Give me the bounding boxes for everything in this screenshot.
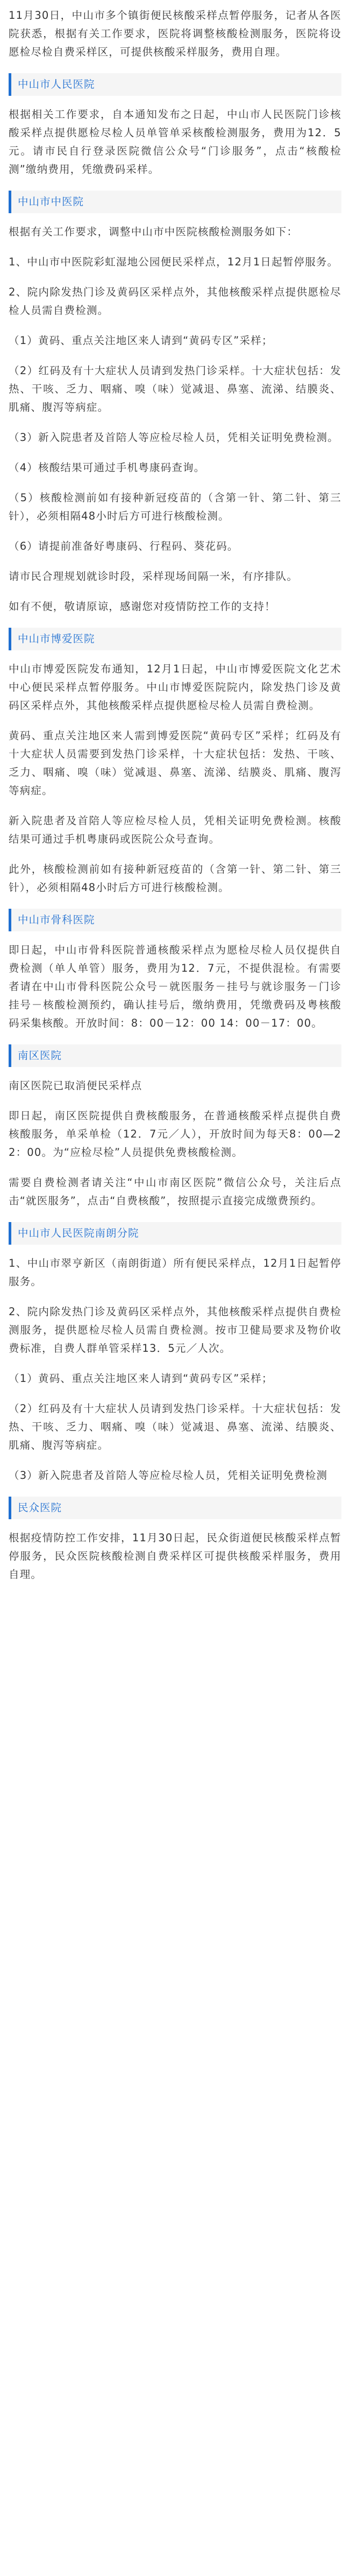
section-paragraph: （2）红码及有十大症状人员请到发热门诊采样。十大症状包括：发热、干咳、乏力、咽痛、嗅（味）觉减退、鼻塞、流涕、结膜炎、肌痛、腹泻等病症。	[9, 364, 341, 413]
section-paragraph: 2、院内除发热门诊及黄码区采样点外，其他核酸采样点提供愿检尽检人员需自费检测。	[9, 286, 341, 317]
section-title: 中山市博爱医院	[9, 628, 341, 650]
section-title: 南区医院	[9, 1044, 341, 1067]
section-paragraph: （1）黄码、重点关注地区来人请到“黄码专区”采样；	[9, 334, 273, 347]
hospital-section	[9, 73, 341, 179]
section-paragraph: 2、院内除发热门诊及黄码区采样点外，其他核酸采样点提供自费检测服务，提供愿检尽检人员需自费检测。按市卫健局要求及物价收费标准，自费人群单管采样13．5元／人次。	[9, 1305, 341, 1354]
section-paragraph: （3）新入院患者及首陪人等应检尽检人员，凭相关证明免费检测	[9, 1469, 328, 1482]
section-paragraph: 南区医院已取消便民采样点	[9, 1079, 142, 1092]
section-paragraph: 根据相关工作要求，自本通知发布之日起，中山市人民医院门诊核酸采样点提供愿检尽检人员单管单采核酸检测服务，费用为12．5元。请市民自行登录医院微信公众号“门诊服务”，点击“核酸检测”缴纳费用，凭缴费码采样。	[9, 108, 341, 176]
section-paragraph: （3）新入院患者及首陪人等应检尽检人员，凭相关证明免费检测。	[9, 431, 339, 444]
sections	[9, 73, 341, 1584]
section-paragraph: 需要自费检测者请关注“中山市南区医院”微信公众号，关注后点击“就医服务”，点击“自费核酸”，按照提示直接完成缴费预约。	[9, 1176, 341, 1207]
section-paragraph: （6）请提前准备好粤康码、行程码、葵花码。	[9, 540, 239, 552]
intro	[9, 6, 341, 61]
hospital-section	[9, 1044, 341, 1210]
section-paragraph: 如有不便，敬请原谅，感谢您对疫情防控工作的支持！	[9, 600, 276, 613]
hospital-section	[9, 909, 341, 1033]
section-paragraph: 根据有关工作要求，调整中山市中医院核酸检测服务如下：	[9, 226, 298, 238]
section-paragraph: 黄码、重点关注地区来人需到博爱医院“黄码专区”采样；红码及有十大症状人员需要到发热门诊采样，十大症状包括：发热、干咳、乏力、咽痛、嗅（味）觉减退、鼻塞、流涕、结膜炎、肌痛、腹泻等病症。	[9, 729, 341, 797]
section-paragraph: 此外，核酸检测前如有接种新冠疫苗的（含第一针、第二针、第三针），必须相隔48小时后方可进行核酸检测。	[9, 863, 341, 894]
hospital-section	[9, 1222, 341, 1485]
section-title: 中山市人民医院	[9, 73, 341, 96]
hospital-section	[9, 1497, 341, 1584]
section-title: 中山市中医院	[9, 191, 341, 213]
section-paragraph: （4）核酸结果可通过手机粤康码查询。	[9, 461, 205, 474]
section-paragraph: 1、中山市翠亨新区（南朗街道）所有便民采样点，12月1日起暂停服务。	[9, 1257, 341, 1288]
section-paragraph: 根据疫情防控工作安排，11月30日起，民众街道便民核酸采样点暂停服务，民众医院核酸检测自费采样区可提供核酸采样服务，费用自理。	[9, 1532, 341, 1581]
section-paragraph: 中山市博爱医院发布通知，12月1日起，中山市博爱医院文化艺术中心便民采样点暂停服务。中山市博爱医院院内，除发热门诊及黄码区采样点外，其他核酸采样点提供愿检尽检人员需自费检测。	[9, 663, 341, 712]
section-paragraph: 即日起，中山市骨科医院普通核酸采样点为愿检尽检人员仅提供自费检测（单人单管）服务，费用为12．7元，不提供混检。有需要者请在中山市骨科医院公众号－就医服务－挂号与就诊服务－门诊挂号－核酸检测预约，确认挂号后，缴纳费用，凭缴费码及粤核酸码采集核酸。开放时间：8：00－12：00 14：00－17：00。	[9, 944, 341, 1029]
hospital-section	[9, 191, 341, 616]
section-title: 民众医院	[9, 1497, 341, 1519]
section-title: 中山市骨科医院	[9, 909, 341, 931]
section-paragraph: 即日起，南区医院提供自费核酸服务，在普通核酸采样点提供自费核酸服务，单采单检（12．7元／人），开放时间为每天8：00—22：00。为“应检尽检”人员提供免费核酸检测。	[9, 1110, 341, 1159]
section-paragraph: （1）黄码、重点关注地区来人请到“黄码专区”采样；	[9, 1372, 273, 1385]
section-paragraph: 1、中山市中医院彩虹湿地公园便民采样点，12月1日起暂停服务。	[9, 256, 339, 268]
section-paragraph: 新入院患者及首陪人等应检尽检人员，凭相关证明免费检测。核酸结果可通过手机粤康码或医院公众号查询。	[9, 815, 341, 845]
section-paragraph: （2）红码及有十大症状人员请到发热门诊采样。十大症状包括：发热、干咳、乏力、咽痛、嗅（味）觉减退、鼻塞、流涕、结膜炎、肌痛、腹泻等病症。	[9, 1402, 341, 1451]
section-title: 中山市人民医院南朗分院	[9, 1222, 341, 1245]
intro-paragraph: 11月30日，中山市多个镇街便民核酸采样点暂停服务，记者从各医院获悉，根据有关工作要求，医院将调整核酸检测服务，医院将设愿检尽检自费采样区，可提供核酸采样服务，费用自理。	[9, 9, 341, 58]
hospital-section	[9, 628, 341, 897]
section-paragraph: （5）核酸检测前如有接种新冠疫苗的（含第一针、第二针、第三针），必须相隔48小时后方可进行核酸检测。	[9, 492, 341, 522]
section-paragraph: 请市民合理规划就诊时段，采样现场间隔一米，有序排队。	[9, 570, 298, 582]
